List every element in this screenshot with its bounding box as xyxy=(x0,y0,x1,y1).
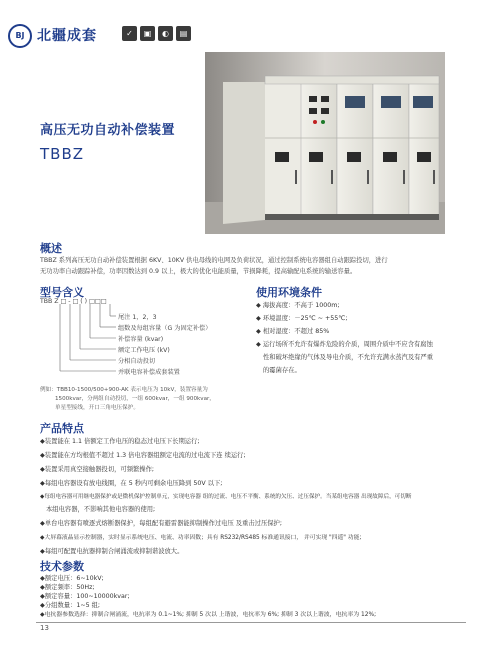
feature-item-5: ◆每组电容器可用继电器保护或是微机保护控制单元，实现电容器 组的过流、电压不平衡、系统的欠压、过压保护。当某组电容器 出现故障后，可切断 xyxy=(40,494,412,500)
page-number: 13 xyxy=(40,624,49,632)
spec-item-2: ◆额定频率：50Hz; xyxy=(40,584,95,591)
spec-item-5-text: 电抗器参数选择：抑制合闸涌流，电抗率为 0.1~1%; 抑制 5 次以 上谐波，电抗率为 6%; 抑制 3 次以上谐波，电抗率为 12%; xyxy=(44,612,377,618)
feature-item-1-text: 装置能在 1.1 倍额定工作电压的稳态过电压下长期运行; xyxy=(44,438,200,445)
overview-line-2: 无功功率自动跟踪补偿，功率因数达到 0.9 以上，极大的优化电能质量，节损降耗，提高输配电系统的输送容量。 xyxy=(40,268,357,275)
specs-heading: 技术参数 xyxy=(40,560,84,573)
env-item-4-cont-2: 的霉菌存在。 xyxy=(263,367,301,374)
feature-item-8-text: 每组可配置电抗器抑制合闸涌流或抑制谐波放大。 xyxy=(44,548,184,555)
model-item-6: 并联电容补偿成套装置 xyxy=(118,369,180,376)
feature-item-3-text: 装置采用真空接触器投切，可频繁操作; xyxy=(44,466,155,473)
model-item-5: 分相自动投切 xyxy=(118,358,156,365)
feature-item-6-text: 单台电容器有喷逐式熔断器保护，每组配有避雷器能抑制操作过电压 及重击过压保护; xyxy=(44,520,282,527)
env-item-4-text: 运行场所不允许有爆炸危险的介质，周围介质中不应含有腐蚀 xyxy=(262,341,433,348)
spec-item-2-text: 额定频率：50Hz; xyxy=(44,584,95,591)
model-item-2: 组数及每组容量（G 为固定补偿） xyxy=(118,325,212,332)
spec-item-4: ◆分组数量：1~5 组; xyxy=(40,602,101,609)
env-item-2: ◆ 环境温度：－25℃ ~ +55℃; xyxy=(256,315,348,322)
switchgear-cabinet-image xyxy=(205,52,445,234)
product-title: 高压无功自动补偿装置 xyxy=(40,123,176,138)
spec-item-5: ◆电抗器参数选择：抑制合闸涌流，电抗率为 0.1~1%; 抑制 5 次以 上谐波，电抗率为 6%; 抑制 3 次以上谐波，电抗率为 12%; xyxy=(40,612,377,618)
model-item-1: 尾注 1，2，3 xyxy=(118,314,157,321)
env-item-4: ◆ 运行场所不允许有爆炸危险的介质，周围介质中不应含有腐蚀 xyxy=(256,341,433,348)
model-example-2: 1500kvar，分两组自动投切，一组 600kvar，一组 900kvar， xyxy=(55,396,215,402)
cert-icon: ▤ xyxy=(176,26,191,41)
feature-item-8: ◆每组可配置电抗器抑制合闸涌流或抑制谐波放大。 xyxy=(40,548,184,555)
feature-item-6: ◆单台电容器有喷逐式熔断器保护，每组配有避雷器能抑制操作过电压 及重击过压保护; xyxy=(40,520,282,527)
feature-item-2-text: 装置能在方均根值不超过 1.3 倍电容器组额定电流的过电流下连 续运行; xyxy=(44,452,246,459)
spec-item-3: ◆额定容量：100~10000kvar; xyxy=(40,593,130,600)
iso-icon: ▣ xyxy=(140,26,155,41)
spec-item-1: ◆额定电压：6~10kV; xyxy=(40,575,104,582)
spec-item-3-text: 额定容量：100~10000kvar; xyxy=(44,593,130,600)
ccc-icon: ✓ xyxy=(122,26,137,41)
model-code: TBB Z □ - □ ( ) □□□ xyxy=(40,298,107,305)
env-item-3-text: 相对湿度：不超过 85% xyxy=(262,328,330,335)
model-item-3: 补偿容量 (kvar) xyxy=(118,336,164,343)
model-bracket-lines xyxy=(54,304,124,384)
company-logo: BJ xyxy=(8,24,32,48)
feature-item-5-text: 每组电容器可用继电器保护或是微机保护控制单元，实现电容器 组的过流、电压不平衡、系统的欠压、过压保护。当某组电容器 出现故障后，可切断 xyxy=(44,494,412,500)
feature-item-5-cont: 本组电容器，不影响其他电容器的使用; xyxy=(46,506,156,513)
feature-item-3: ◆装置采用真空接触器投切，可频繁操作; xyxy=(40,466,155,473)
env-item-3: ◆ 相对湿度：不超过 85% xyxy=(256,328,330,335)
overview-heading: 概述 xyxy=(40,242,62,255)
env-item-2-text: 环境温度：－25℃ ~ +55℃; xyxy=(262,315,348,322)
spec-item-1-text: 额定电压：6~10kV; xyxy=(44,575,104,582)
model-item-4: 额定工作电压 (kV) xyxy=(118,347,170,354)
product-photo xyxy=(205,52,445,234)
env-item-1-text: 海拔高度：不高于 1000m; xyxy=(262,302,340,309)
env-item-1: ◆ 海拔高度：不高于 1000m; xyxy=(256,302,340,309)
overview-line-1: TBBZ 系列高压无功自动补偿装置根据 6KV、10KV 供电母线的电网及负荷状况，通过控制系统电容器组自动跟踪投切，进行 xyxy=(40,257,388,264)
footer-divider xyxy=(36,622,466,623)
brand-name: 北疆成套 xyxy=(37,28,97,44)
env-item-4-cont-1: 性和破坏绝缘的气体及导电介质，不允许充满水蒸汽及有严重 xyxy=(263,354,434,361)
spec-item-4-text: 分组数量：1~5 组; xyxy=(44,602,101,609)
feature-item-4-text: 每组电容器设有放电线圈，在 5 秒内可剩余电压降到 50V 以下; xyxy=(44,480,223,487)
feature-item-7: ◆大屏幕液晶显示控制器，实时显示系统电压、电流、功率因数；具有 RS232/RS485 标准通讯接口， 并可实现 "四遥" 功能; xyxy=(40,535,362,541)
feature-item-7-text: 大屏幕液晶显示控制器，实时显示系统电压、电流、功率因数；具有 RS232/RS485 标准通讯接口， 并可实现 "四遥" 功能; xyxy=(44,535,362,541)
product-model-title: TBBZ xyxy=(40,145,85,163)
environment-heading: 使用环境条件 xyxy=(256,286,322,299)
model-example-3: 单星型接线，开口三角电压保护。 xyxy=(55,405,139,411)
gb-icon: ◐ xyxy=(158,26,173,41)
feature-item-1: ◆装置能在 1.1 倍额定工作电压的稳态过电压下长期运行; xyxy=(40,438,200,445)
model-example-1: 例如：TBB10-1500/500+900-AK 表示电压为 10kV，装置容量为 xyxy=(40,387,208,393)
model-heading: 型号含义 xyxy=(40,286,84,299)
feature-item-2: ◆装置能在方均根值不超过 1.3 倍电容器组额定电流的过电流下连 续运行; xyxy=(40,452,246,459)
features-heading: 产品特点 xyxy=(40,422,84,435)
feature-item-4: ◆每组电容器设有放电线圈，在 5 秒内可剩余电压降到 50V 以下; xyxy=(40,480,223,487)
